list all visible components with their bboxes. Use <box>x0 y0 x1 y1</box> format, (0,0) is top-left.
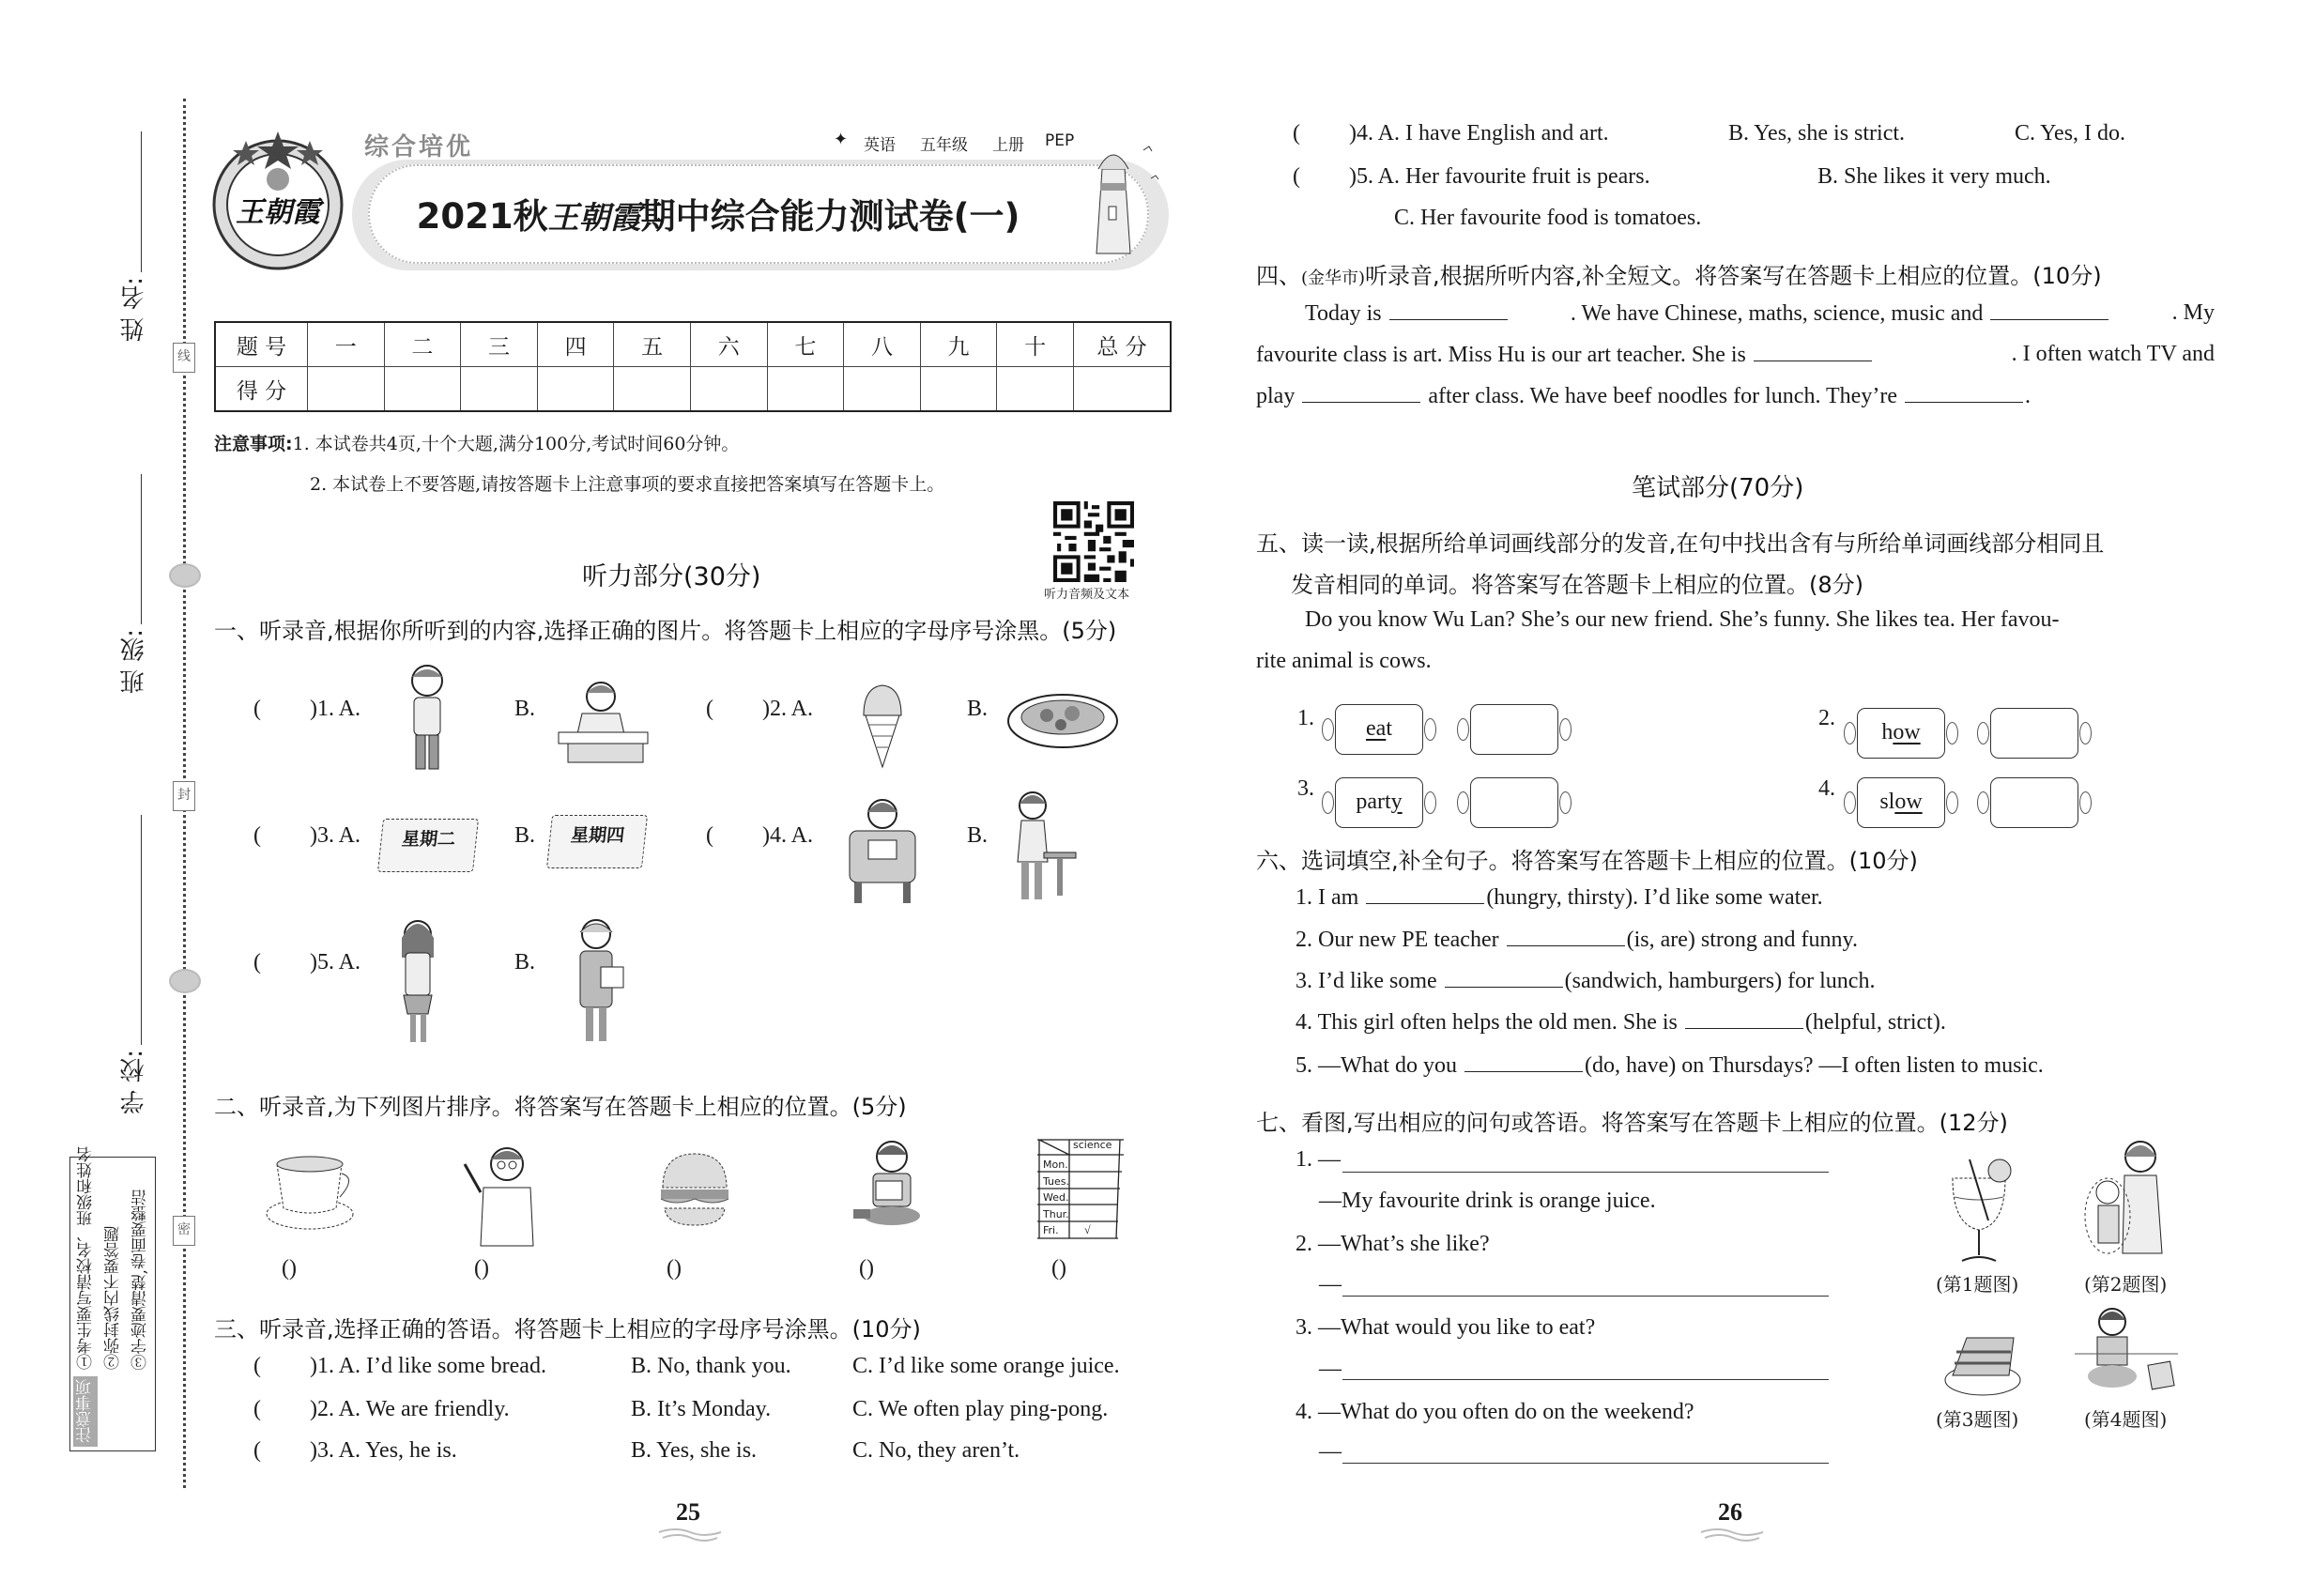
section-5-title: 五、读一读,根据所给单词画线部分的发音,在句中找出含有与所给单词画线部分相同且 <box>1256 530 2105 557</box>
answer-line[interactable] <box>1342 1170 1829 1173</box>
answer-bracket[interactable] <box>253 1438 310 1464</box>
word-part: t <box>1386 716 1392 741</box>
option-a: ) 2. A. We are friendly. <box>310 1397 510 1421</box>
option-b-label: B. <box>514 697 536 721</box>
class-field[interactable] <box>141 474 142 624</box>
given-word-box <box>1335 777 1423 828</box>
score-header: 二 <box>384 322 461 367</box>
underlined-part: ea <box>1366 716 1387 741</box>
given-word-box <box>1335 704 1423 755</box>
schedule-day: Mon. <box>1043 1159 1068 1171</box>
underlined-part: ow <box>1894 790 1923 814</box>
page-number: 25 <box>676 1498 700 1526</box>
publisher-logo <box>208 128 347 270</box>
notes-item: 1. 本试卷共4页,十个大题,满分100分,考试时间60分钟。 <box>292 434 740 454</box>
reading-passage: Do you know Wu Lan? She’s our new friend. She’s funny. She likes tea. Her favou- <box>1305 607 2060 632</box>
young-woman-image <box>385 915 451 1047</box>
passage-line <box>1256 342 2215 368</box>
food-plate-image <box>1004 685 1122 751</box>
figure-caption: (第4题图) <box>2084 1408 2168 1431</box>
page-number: 26 <box>1718 1498 1742 1526</box>
answer-bracket[interactable] <box>253 697 310 722</box>
fill-in-item <box>1296 927 1858 953</box>
section-7-title: 七、看图,写出相应的问句或答语。将答案写在答题卡上相应的位置。(12分) <box>1256 1110 2008 1136</box>
score-table <box>214 321 1172 412</box>
answer-line[interactable] <box>1342 1294 1829 1297</box>
passage-text <box>1256 342 1874 368</box>
question-row <box>253 1397 510 1422</box>
option-a: ) 1. A. I’d like some bread. <box>310 1354 546 1378</box>
binding-hole-icon <box>169 563 201 588</box>
question-number: ) 1. A. <box>310 697 360 721</box>
bracket-close <box>289 1256 297 1281</box>
passage-text: . We have Chinese, maths, science, music and <box>1570 301 1984 326</box>
qr-caption: 听力音频及文本 <box>1044 588 1130 602</box>
class-label: 班 级: <box>120 629 148 695</box>
answer-blank[interactable] <box>1685 1009 1803 1029</box>
seal-mark-line: 线 <box>173 343 195 373</box>
notice-item: ①考生要写清校名、班级和姓名 <box>77 1146 96 1370</box>
dash: — <box>1319 1439 1342 1464</box>
passage-text: Today is <box>1305 301 1382 326</box>
seal-mark-seal: 封 <box>173 781 195 811</box>
section-5-title-cont: 发音相同的单词。将答案写在答题卡上相应的位置。(8分) <box>1291 572 1863 598</box>
boy-reading-image <box>850 1136 929 1230</box>
girl-at-table-image <box>1004 787 1080 904</box>
dash: — <box>1319 1272 1342 1297</box>
old-woman-image <box>563 915 634 1047</box>
given-word-box <box>1857 708 1945 759</box>
answer-line[interactable] <box>1342 1461 1829 1464</box>
sandwich-image <box>1943 1324 2023 1404</box>
answer-bracket[interactable] <box>253 823 310 849</box>
option-b-label: B. <box>967 823 989 848</box>
notice-item: ②弥封线内不要答题 <box>104 1226 123 1370</box>
score-row-label: 得 分 <box>215 367 308 412</box>
region-note: (金华市) <box>1301 269 1366 288</box>
title-main: 期中综合能力测试卷(一) <box>640 196 1020 237</box>
word-part: h <box>1881 720 1894 744</box>
item-text: 5. —What do you <box>1296 1053 1457 1078</box>
item-text: (do, have) on Thursdays? —I often listen to music. <box>1584 1053 2044 1078</box>
question-row <box>253 1438 457 1464</box>
schedule-check: √ <box>1084 1223 1091 1236</box>
answer-word-box[interactable] <box>1990 708 2078 759</box>
score-header: 三 <box>461 322 538 367</box>
writing-heading: 笔试部分(70分) <box>1632 474 1804 502</box>
q4-question: 4. —What do you often do on the weekend? <box>1296 1400 1694 1424</box>
blank-5[interactable] <box>1905 383 2023 403</box>
score-cell[interactable] <box>997 367 1074 412</box>
item-text: (is, are) strong and funny. <box>1626 928 1858 952</box>
answer-blank[interactable] <box>1366 884 1484 904</box>
figure-caption: (第3题图) <box>1936 1408 2019 1431</box>
section-1-title: 一、听录音,根据你所听到的内容,选择正确的图片。将答题卡上相应的字母序号涂黑。(5分) <box>214 618 1117 644</box>
section-4-title <box>1256 257 2102 290</box>
calendar-text: 星期四 <box>570 825 626 846</box>
reading-passage: rite animal is cows. <box>1256 649 1432 673</box>
score-header: 六 <box>690 322 767 367</box>
score-header: 八 <box>844 322 921 367</box>
answer-bracket[interactable] <box>253 1397 310 1422</box>
question-row <box>1293 164 1650 190</box>
notice-item: ③字迹要清楚,卷面要整洁 <box>131 1189 150 1370</box>
schedule-header: science <box>1073 1139 1112 1151</box>
class-schedule-image <box>1037 1139 1124 1240</box>
notes-label: 注意事项: <box>214 434 293 454</box>
score-row <box>215 367 1171 412</box>
item-text: (sandwich, hamburgers) for lunch. <box>1564 969 1876 993</box>
question-1 <box>253 697 360 722</box>
option-b-label: B. <box>514 950 536 974</box>
passage-line <box>1305 300 2215 327</box>
score-header-row <box>215 322 1171 367</box>
man-with-glasses-image <box>460 1141 544 1249</box>
wave-ornament-icon <box>1699 1525 1765 1543</box>
answer-blank[interactable] <box>1445 968 1563 988</box>
question-number: ) 5. A. <box>310 950 360 974</box>
option-b: B. She likes it very much. <box>1817 164 2051 189</box>
passage-text <box>1571 300 2111 327</box>
passage-text: play <box>1256 384 1296 408</box>
listening-heading: 听力部分(30分) <box>582 562 761 591</box>
boy-reading-on-floor-image <box>2075 1305 2178 1399</box>
lighthouse-icon <box>1078 131 1162 263</box>
answer-bracket[interactable] <box>1293 121 1349 146</box>
order-bracket[interactable] <box>474 1256 530 1281</box>
blank-1[interactable] <box>1389 300 1508 320</box>
underlined-part: y <box>1390 790 1403 814</box>
option-a: ) 4. A. I have English and art. <box>1349 121 1609 146</box>
option-a: ) 3. A. Yes, he is. <box>310 1438 457 1463</box>
word-number: 3. <box>1297 776 1314 801</box>
exam-title <box>357 188 1080 238</box>
score-cell[interactable] <box>537 367 614 412</box>
word-part: part <box>1356 790 1391 814</box>
notice-box <box>69 1146 156 1451</box>
question-4 <box>706 823 813 849</box>
score-cell[interactable] <box>690 367 767 412</box>
passage-text: . My <box>2171 300 2215 325</box>
figure-caption: (第2题图) <box>2084 1273 2168 1296</box>
hamburger-image <box>657 1150 732 1230</box>
option-c: C. No, they aren’t. <box>852 1438 1020 1463</box>
item-text: 3. I’d like some <box>1296 969 1437 993</box>
figure-caption: (第1题图) <box>1936 1273 2019 1296</box>
schedule-day: Wed. <box>1043 1191 1069 1204</box>
score-header: 四 <box>537 322 614 367</box>
schedule-day: Fri. <box>1043 1224 1059 1236</box>
section-6-title: 六、选词填空,补全句子。将答案写在答题卡上相应的位置。(10分) <box>1256 848 1918 874</box>
item-text: 1. I am <box>1296 885 1359 910</box>
answer-bracket[interactable] <box>253 1354 310 1379</box>
option-b: B. It’s Monday. <box>631 1397 772 1421</box>
dash: — <box>1319 1357 1342 1381</box>
order-bracket[interactable] <box>859 1256 915 1281</box>
grade-label: 五年级 <box>920 136 968 155</box>
passage-line <box>1256 383 2031 409</box>
title-brand: 王朝霞 <box>547 199 641 236</box>
order-bracket[interactable] <box>1051 1256 1108 1281</box>
bracket-close <box>866 1256 874 1281</box>
question-row <box>253 1354 546 1379</box>
word-number: 2. <box>1818 706 1835 730</box>
q3-question: 3. —What would you like to eat? <box>1296 1315 1596 1340</box>
section-number: 四、 <box>1256 263 1301 289</box>
score-cell[interactable] <box>1074 367 1172 412</box>
order-bracket[interactable] <box>282 1256 338 1281</box>
boy-at-desk-image <box>549 676 652 770</box>
score-cell[interactable] <box>844 367 921 412</box>
svg-text:王朝霞: 王朝霞 <box>236 196 320 229</box>
qr-code-icon[interactable] <box>1053 501 1134 582</box>
option-b: B. Yes, she is. <box>631 1438 758 1463</box>
question-row <box>1293 121 1609 146</box>
question-2 <box>706 697 813 722</box>
blank-3[interactable] <box>1754 342 1872 361</box>
volume-label: 上册 <box>992 136 1024 155</box>
sparkle-icon: ✦ <box>834 130 849 148</box>
wave-ornament-icon <box>657 1525 723 1543</box>
score-cell[interactable] <box>767 367 844 412</box>
question-number: ) 4. A. <box>762 823 813 848</box>
schedule-day: Thur. <box>1043 1208 1069 1220</box>
score-cell[interactable] <box>308 367 385 412</box>
underlined-part: ow <box>1893 720 1921 744</box>
answer-word-box[interactable] <box>1470 777 1558 828</box>
option-b-label: B. <box>514 823 536 848</box>
calendar-text: 星期二 <box>401 829 457 850</box>
question-number: ) 3. A. <box>310 823 360 848</box>
school-field[interactable] <box>141 815 142 1045</box>
answer-blank[interactable] <box>1464 1052 1583 1072</box>
word-number: 1. <box>1297 706 1314 730</box>
item-text: (hungry, thirsty). I’d like some water. <box>1486 885 1823 910</box>
woman-and-girl-image <box>2079 1136 2173 1258</box>
subject-label: 英语 <box>864 136 896 155</box>
fill-in-item <box>1296 1009 1946 1036</box>
blank-2[interactable] <box>1990 300 2108 320</box>
score-header: 五 <box>614 322 691 367</box>
score-header: 九 <box>920 322 997 367</box>
answer-word-box[interactable] <box>1470 704 1558 755</box>
question-5 <box>253 950 360 975</box>
section-instruction: 听录音,根据所听内容,补全短文。将答案写在答题卡上相应的位置。(10分) <box>1365 263 2102 289</box>
exam-notes <box>214 430 739 455</box>
passage-text: favourite class is art. Miss Hu is our art teacher. She is <box>1256 343 1746 367</box>
option-c: C. I’d like some orange juice. <box>852 1354 1120 1378</box>
teacup-image <box>263 1150 357 1235</box>
schedule-day: Tues. <box>1043 1175 1070 1188</box>
binding-hole-icon <box>169 969 201 993</box>
bracket-close <box>482 1256 489 1281</box>
passage-text <box>1305 300 1510 327</box>
answer-bracket[interactable] <box>1293 164 1349 190</box>
question-3 <box>253 823 360 849</box>
blank-4[interactable] <box>1302 383 1420 403</box>
orange-juice-glass-image <box>1941 1150 2016 1267</box>
answer-bracket[interactable] <box>253 950 310 975</box>
score-cell[interactable] <box>461 367 538 412</box>
answer-line[interactable] <box>1342 1377 1829 1380</box>
bracket-close <box>1059 1256 1066 1281</box>
score-header: 总 分 <box>1074 322 1172 367</box>
option-b-label: B. <box>967 697 989 721</box>
item-text: 4. This girl often helps the old men. She is <box>1296 1010 1678 1035</box>
fill-in-item <box>1296 884 1823 911</box>
q1-label: 1. — <box>1296 1147 1341 1172</box>
fill-in-item <box>1296 968 1875 994</box>
score-header: 十 <box>997 322 1074 367</box>
item-text: 2. Our new PE teacher <box>1296 928 1499 952</box>
bracket-close <box>674 1256 682 1281</box>
passage-text: after class. We have beef noodles for lunch. They’re <box>1428 384 1897 408</box>
title-year: 2021秋 <box>416 196 548 237</box>
q2-question: 2. —What’s she like? <box>1296 1232 1490 1256</box>
answer-blank[interactable] <box>1507 927 1625 946</box>
score-cell[interactable] <box>614 367 691 412</box>
answer-bracket[interactable] <box>706 823 762 849</box>
fill-in-item <box>1296 1052 2044 1079</box>
girl-reading-in-chair-image <box>836 793 929 906</box>
notes-item: 2. 本试卷上不要答题,请按答题卡上注意事项的要求直接把答案填写在答题卡上。 <box>310 474 945 495</box>
word-part: sl <box>1879 790 1895 814</box>
edition-label: PEP <box>1045 131 1075 150</box>
section-2-title: 二、听录音,为下列图片排序。将答案写在答题卡上相应的位置。(5分) <box>214 1094 907 1120</box>
series-badge: 综合培优 <box>364 133 474 161</box>
order-bracket[interactable] <box>667 1256 723 1281</box>
passage-text: . I often watch TV and <box>2011 342 2215 366</box>
passage-text: . <box>2024 384 2031 408</box>
ice-cream-image <box>854 678 911 772</box>
name-field[interactable] <box>141 131 142 272</box>
item-text: (helpful, strict). <box>1804 1010 1946 1035</box>
score-header: 七 <box>767 322 844 367</box>
score-cell[interactable] <box>920 367 997 412</box>
score-header: 题 号 <box>215 322 308 367</box>
score-cell[interactable] <box>384 367 461 412</box>
word-number: 4. <box>1818 776 1835 801</box>
calendar-thursday-image <box>546 815 648 868</box>
given-word-box <box>1857 777 1945 828</box>
option-c: C. Her favourite food is tomatoes. <box>1394 206 1702 230</box>
answer-bracket[interactable] <box>706 697 762 722</box>
q1-answer: —My favourite drink is orange juice. <box>1319 1189 1656 1213</box>
answer-word-box[interactable] <box>1990 777 2078 828</box>
score-header: 一 <box>308 322 385 367</box>
section-3-title: 三、听录音,选择正确的答语。将答题卡上相应的字母序号涂黑。(10分) <box>214 1316 921 1343</box>
option-a: ) 5. A. Her favourite fruit is pears. <box>1349 164 1650 189</box>
calendar-tuesday-image <box>377 819 479 872</box>
boy-standing-image <box>399 662 455 775</box>
notice-title: 注意事项 <box>73 1376 98 1447</box>
seal-mark-secret: 密 <box>173 1216 195 1246</box>
name-label: 姓 名: <box>120 277 148 343</box>
option-c: C. Yes, I do. <box>2015 121 2126 146</box>
option-b: B. No, thank you. <box>631 1354 791 1378</box>
school-label: 学 校: <box>120 1050 148 1115</box>
question-number: ) 2. A. <box>762 697 813 721</box>
option-b: B. Yes, she is strict. <box>1728 121 1906 146</box>
option-c: C. We often play ping-pong. <box>852 1397 1109 1421</box>
